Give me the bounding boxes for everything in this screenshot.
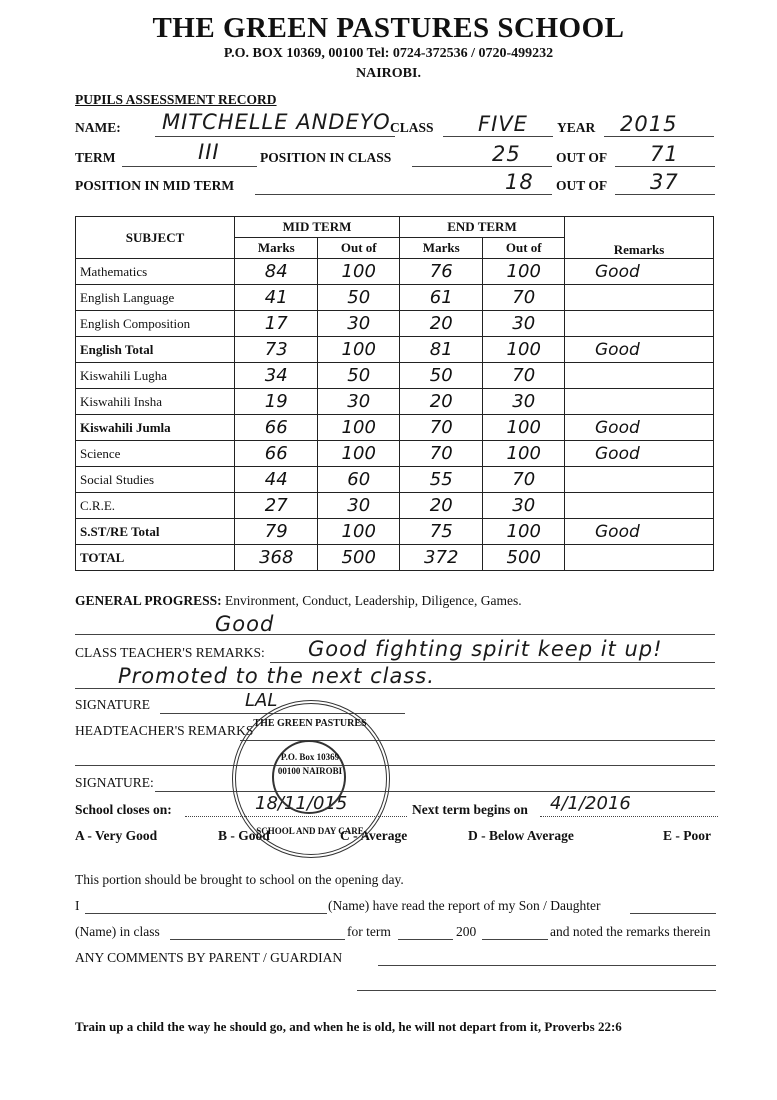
tear-line1-i: I	[75, 898, 80, 913]
mid-out-cell: 30	[318, 389, 400, 415]
end-marks-cell: 372	[399, 545, 482, 571]
position-value: 25	[492, 142, 521, 166]
teacher-signature: LAL	[245, 690, 278, 711]
table-row	[76, 363, 714, 389]
end-marks-cell: 75	[399, 519, 482, 545]
signature2-label: SIGNATURE:	[75, 775, 154, 790]
remarks-cell: Good	[565, 441, 714, 467]
mid-marks-cell: 84	[235, 259, 318, 285]
mid-term-header: MID TERM	[235, 217, 400, 238]
subject-cell: English Total	[76, 337, 235, 363]
mid-out-cell: 100	[318, 519, 400, 545]
grades-table	[75, 216, 714, 571]
end-out-cell: 70	[483, 467, 565, 493]
remarks-cell	[565, 467, 714, 493]
mid-out-of-line	[615, 194, 715, 195]
table-row	[76, 389, 714, 415]
stamp-box-text: P.O. Box 10369	[280, 752, 340, 762]
remarks-header: Remarks	[565, 217, 714, 259]
subject-cell: TOTAL	[76, 545, 235, 571]
mid-marks-header: Marks	[235, 238, 318, 259]
name-label: NAME:	[75, 120, 121, 135]
mid-marks-cell: 41	[235, 285, 318, 311]
mid-marks-cell: 27	[235, 493, 318, 519]
mid-out-cell: 100	[318, 415, 400, 441]
tear-note: This portion should be brought to school on the opening day.	[75, 872, 404, 887]
mid-out-cell: 100	[318, 259, 400, 285]
mid-position-line	[255, 194, 552, 195]
end-out-cell: 500	[483, 545, 565, 571]
teacher-remarks-line1-text: Good fighting spirit keep it up!	[308, 637, 663, 661]
grade-key-d: D - Below Average	[468, 828, 574, 843]
mid-marks-cell: 368	[235, 545, 318, 571]
remarks-cell	[565, 285, 714, 311]
name-value: MITCHELLE ANDEYO	[162, 110, 391, 134]
tear-line2-noted: and noted the remarks therein	[550, 924, 711, 939]
mid-position-value: 18	[505, 170, 534, 194]
subject-cell: C.R.E.	[76, 493, 235, 519]
general-progress-label: GENERAL PROGRESS:	[75, 593, 222, 608]
general-progress-value: Good	[215, 612, 275, 636]
table-row	[76, 467, 714, 493]
general-progress	[75, 593, 522, 609]
grade-key-b: B - Good	[218, 828, 270, 843]
table-row	[76, 311, 714, 337]
tear-line2-class: (Name) in class	[75, 924, 160, 939]
headteacher-remarks-line2	[75, 765, 715, 766]
stamp-top-text: THE GREEN PASTURES	[253, 718, 367, 729]
headteacher-remarks-label: HEADTEACHER'S REMARKS	[75, 723, 254, 738]
out-of-label: OUT OF	[556, 150, 608, 165]
end-marks-cell: 20	[399, 311, 482, 337]
subject-cell: English Language	[76, 285, 235, 311]
general-progress-line	[75, 634, 715, 635]
end-out-cell: 70	[483, 285, 565, 311]
begins-value: 4/1/2016	[550, 793, 631, 814]
table-row	[76, 415, 714, 441]
table-row	[76, 493, 714, 519]
mid-marks-cell: 66	[235, 415, 318, 441]
mid-marks-cell: 73	[235, 337, 318, 363]
tear-line2-term: for term	[347, 924, 391, 939]
end-out-cell: 30	[483, 311, 565, 337]
tear-child-line	[630, 913, 716, 914]
mid-marks-cell: 19	[235, 389, 318, 415]
grade-key-e: E - Poor	[663, 828, 711, 843]
position-line	[412, 166, 552, 167]
remarks-cell: Good	[565, 337, 714, 363]
mid-position-label: POSITION IN MID TERM	[75, 178, 235, 193]
mid-out-cell: 30	[318, 493, 400, 519]
subject-cell: Social Studies	[76, 467, 235, 493]
subject-cell: Mathematics	[76, 259, 235, 285]
mid-marks-cell: 34	[235, 363, 318, 389]
stamp-bottom-text: SCHOOL AND DAY CARE	[256, 826, 364, 836]
mid-out-cell: 50	[318, 363, 400, 389]
remarks-cell: Good	[565, 259, 714, 285]
end-marks-cell: 20	[399, 493, 482, 519]
year-value: 2015	[620, 112, 678, 136]
school-address: P.O. BOX 10369, 00100 Tel: 0724-372536 / 0720-499232	[223, 46, 554, 61]
begins-label: Next term begins on	[412, 802, 528, 817]
mid-out-cell: 60	[318, 467, 400, 493]
tear-line1-text: (Name) have read the report of my Son / Daughter	[328, 898, 601, 913]
remarks-cell	[565, 493, 714, 519]
table-row	[76, 259, 714, 285]
end-out-cell: 100	[483, 259, 565, 285]
end-marks-header: Marks	[399, 238, 482, 259]
grade-key-c: C - Average	[340, 828, 408, 843]
tear-term-line	[398, 939, 453, 940]
teacher-remarks-label: CLASS TEACHER'S REMARKS:	[75, 645, 265, 660]
term-value: III	[198, 140, 220, 164]
end-marks-cell: 55	[399, 467, 482, 493]
subject-cell: English Composition	[76, 311, 235, 337]
year-line	[604, 136, 714, 137]
mid-out-cell: 100	[318, 441, 400, 467]
position-label: POSITION IN CLASS	[260, 150, 392, 165]
begins-line	[540, 816, 718, 817]
parent-comments-label: ANY COMMENTS BY PARENT / GUARDIAN	[75, 950, 343, 965]
remarks-cell	[565, 389, 714, 415]
year-label: YEAR	[557, 120, 596, 135]
end-out-cell: 100	[483, 519, 565, 545]
tear-year-line	[482, 939, 548, 940]
class-line	[443, 136, 553, 137]
end-out-cell: 30	[483, 493, 565, 519]
out-of-line	[615, 166, 715, 167]
end-out-cell: 30	[483, 389, 565, 415]
class-value: FIVE	[478, 112, 528, 136]
teacher-remarks-line1	[270, 662, 715, 663]
signature1-label: SIGNATURE	[75, 697, 151, 712]
subject-cell: Kiswahili Insha	[76, 389, 235, 415]
end-marks-cell: 81	[399, 337, 482, 363]
footer-proverb: Train up a child the way he should go, and when he is old, he will not depart from it, Proverbs 22:6	[75, 1019, 622, 1034]
mid-marks-cell: 79	[235, 519, 318, 545]
remarks-cell: Good	[565, 415, 714, 441]
mid-out-cell: 500	[318, 545, 400, 571]
mid-marks-cell: 66	[235, 441, 318, 467]
end-out-cell: 70	[483, 363, 565, 389]
table-row-total	[76, 545, 714, 571]
table-row	[76, 519, 714, 545]
school-city: NAIROBI.	[356, 66, 421, 81]
grade-key-a: A - Very Good	[75, 828, 158, 843]
parent-comments-line1	[378, 965, 716, 966]
end-marks-cell: 70	[399, 415, 482, 441]
subject-cell: Science	[76, 441, 235, 467]
end-out-of-header: Out of	[483, 238, 565, 259]
tear-line2-year: 200	[456, 924, 477, 939]
class-label: CLASS	[390, 120, 434, 135]
remarks-cell	[565, 363, 714, 389]
end-marks-cell: 76	[399, 259, 482, 285]
mid-marks-cell: 44	[235, 467, 318, 493]
end-marks-cell: 20	[399, 389, 482, 415]
term-label: TERM	[75, 150, 116, 165]
end-marks-cell: 70	[399, 441, 482, 467]
subject-header: SUBJECT	[76, 217, 235, 259]
subject-cell: Kiswahili Lugha	[76, 363, 235, 389]
term-line	[122, 166, 257, 167]
mid-out-cell: 30	[318, 311, 400, 337]
mid-out-of-header: Out of	[318, 238, 400, 259]
end-marks-cell: 50	[399, 363, 482, 389]
record-title: PUPILS ASSESSMENT RECORD	[75, 92, 277, 107]
out-of-value: 71	[650, 142, 679, 166]
name-line	[155, 136, 395, 137]
parent-comments-line2	[357, 990, 716, 991]
school-name: THE GREEN PASTURES SCHOOL	[152, 12, 625, 44]
subject-cell: Kiswahili Jumla	[76, 415, 235, 441]
mid-out-of-value: 37	[650, 170, 679, 194]
subject-cell: S.ST/RE Total	[76, 519, 235, 545]
table-row	[76, 285, 714, 311]
mid-out-cell: 100	[318, 337, 400, 363]
mid-out-of-label: OUT OF	[556, 178, 608, 193]
teacher-remarks-line2-text: Promoted to the next class.	[118, 664, 435, 688]
remarks-cell	[565, 311, 714, 337]
closes-value: 18/11/015	[255, 793, 348, 814]
end-out-cell: 100	[483, 337, 565, 363]
end-out-cell: 100	[483, 441, 565, 467]
mid-marks-cell: 17	[235, 311, 318, 337]
end-marks-cell: 61	[399, 285, 482, 311]
closes-label: School closes on:	[75, 802, 172, 817]
general-progress-criteria: Environment, Conduct, Leadership, Diligence, Games.	[225, 593, 522, 608]
remarks-cell: Good	[565, 519, 714, 545]
end-term-header: END TERM	[399, 217, 564, 238]
tear-name-line	[85, 913, 327, 914]
mid-out-cell: 50	[318, 285, 400, 311]
teacher-remarks-line2	[75, 688, 715, 689]
end-out-cell: 100	[483, 415, 565, 441]
table-row	[76, 441, 714, 467]
tear-class-line	[170, 939, 345, 940]
stamp-city-text: 00100 NAIROBI	[277, 766, 343, 776]
table-row	[76, 337, 714, 363]
remarks-cell	[565, 545, 714, 571]
